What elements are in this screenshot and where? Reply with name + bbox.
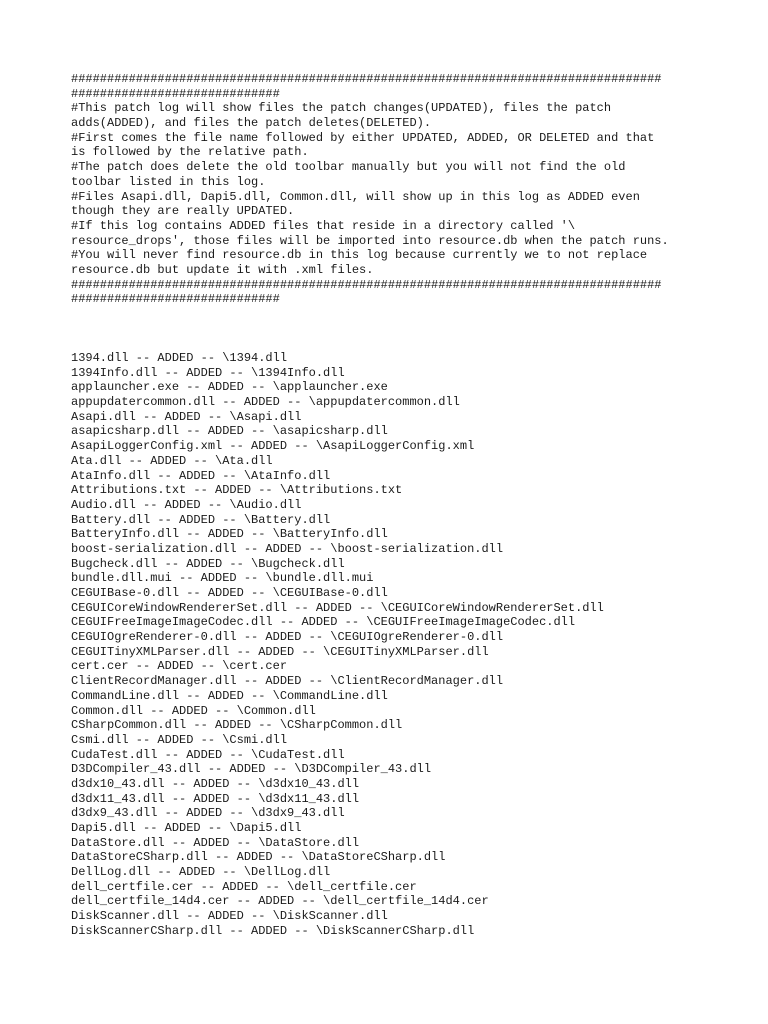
header-line: resource.db but update it with .xml files. bbox=[71, 262, 374, 277]
file-entry: Attributions.txt -- ADDED -- \Attributions.txt bbox=[71, 483, 403, 498]
file-entry: dell_certfile_14d4.cer -- ADDED -- \dell_certfile_14d4.cer bbox=[71, 894, 489, 909]
header-line: is followed by the relative path. bbox=[71, 145, 309, 160]
file-entry: d3dx10_43.dll -- ADDED -- \d3dx10_43.dll bbox=[71, 776, 360, 791]
file-entry: CEGUIBase-0.dll -- ADDED -- \CEGUIBase-0.dll bbox=[71, 586, 388, 600]
header-line: #You will never find resource.db in this log because currently we to not replace bbox=[71, 248, 648, 263]
file-entry: Battery.dll -- ADDED -- \Battery.dll bbox=[71, 512, 331, 527]
file-entry: D3DCompiler_43.dll -- ADDED -- \D3DCompiler_43.dll bbox=[71, 762, 432, 777]
file-entry: Audio.dll -- ADDED -- \Audio.dll bbox=[71, 497, 302, 512]
header-line: though they are really UPDATED. bbox=[71, 204, 295, 219]
header-block bbox=[71, 72, 711, 307]
file-entry: AsapiLoggerConfig.xml -- ADDED -- \AsapiLoggerConfig.xml bbox=[71, 439, 475, 454]
file-entry: Ata.dll -- ADDED -- \Ata.dll bbox=[71, 453, 273, 468]
file-entry: CudaTest.dll -- ADDED -- \CudaTest.dll bbox=[71, 747, 345, 762]
header-line: #First comes the file name followed by either UPDATED, ADDED, OR DELETED and that bbox=[71, 130, 655, 145]
file-entry: DellLog.dll -- ADDED -- \DellLog.dll bbox=[71, 865, 331, 880]
header-line: toolbar listed in this log. bbox=[71, 174, 266, 189]
file-entry: BatteryInfo.dll -- ADDED -- \BatteryInfo.dll bbox=[71, 527, 388, 542]
file-entry: CSharpCommon.dll -- ADDED -- \CSharpCommon.dll bbox=[71, 718, 403, 733]
header-line: adds(ADDED), and files the patch deletes(DELETED). bbox=[71, 116, 432, 131]
file-entry: Dapi5.dll -- ADDED -- \Dapi5.dll bbox=[71, 821, 302, 835]
file-entry: CEGUIOgreRenderer-0.dll -- ADDED -- \CEGUIOgreRenderer-0.dll bbox=[71, 630, 504, 645]
header-line: #Files Asapi.dll, Dapi5.dll, Common.dll, will show up in this log as ADDED even bbox=[71, 189, 640, 204]
file-entry: 1394Info.dll -- ADDED -- \1394Info.dll bbox=[71, 365, 345, 380]
header-line: ################################################################################## bbox=[71, 72, 662, 86]
file-entry: asapicsharp.dll -- ADDED -- \asapicsharp.dll bbox=[71, 424, 388, 439]
file-entry: DataStoreCSharp.dll -- ADDED -- \DataStoreCSharp.dll bbox=[71, 850, 446, 865]
file-entry: CEGUIFreeImageImageCodec.dll -- ADDED -- \CEGUIFreeImageImageCodec.dll bbox=[71, 615, 576, 630]
header-line: #The patch does delete the old toolbar manually but you will not find the old bbox=[71, 160, 626, 175]
section-gap bbox=[71, 307, 711, 351]
header-line: ################################################################################## bbox=[71, 277, 662, 292]
file-entry: Asapi.dll -- ADDED -- \Asapi.dll bbox=[71, 409, 302, 424]
patch-log-text bbox=[71, 72, 711, 939]
file-entry: Bugcheck.dll -- ADDED -- \Bugcheck.dll bbox=[71, 556, 345, 571]
file-entry: DiskScanner.dll -- ADDED -- \DiskScanner.dll bbox=[71, 909, 388, 924]
file-entry: CEGUITinyXMLParser.dll -- ADDED -- \CEGUITinyXMLParser.dll bbox=[71, 644, 489, 659]
header-line: ############################# bbox=[71, 86, 280, 101]
file-entry: dell_certfile.cer -- ADDED -- \dell_certfile.cer bbox=[71, 879, 417, 894]
file-entry: boost-serialization.dll -- ADDED -- \boost-serialization.dll bbox=[71, 541, 504, 556]
header-line: #This patch log will show files the patch changes(UPDATED), files the patch bbox=[71, 101, 612, 116]
file-entry: d3dx11_43.dll -- ADDED -- \d3dx11_43.dll bbox=[71, 791, 360, 806]
file-entry: DataStore.dll -- ADDED -- \DataStore.dll bbox=[71, 835, 360, 850]
file-entry: ClientRecordManager.dll -- ADDED -- \ClientRecordManager.dll bbox=[71, 674, 504, 689]
entries-list bbox=[71, 351, 711, 939]
file-entry: CommandLine.dll -- ADDED -- \CommandLine.dll bbox=[71, 688, 388, 703]
file-entry: DiskScannerCSharp.dll -- ADDED -- \DiskScannerCSharp.dll bbox=[71, 923, 475, 938]
header-line: #If this log contains ADDED files that reside in a directory called '\ bbox=[71, 218, 576, 233]
file-entry: CEGUICoreWindowRendererSet.dll -- ADDED -- \CEGUICoreWindowRendererSet.dll bbox=[71, 600, 604, 615]
file-entry: Common.dll -- ADDED -- \Common.dll bbox=[71, 703, 316, 718]
file-entry: cert.cer -- ADDED -- \cert.cer bbox=[71, 659, 288, 674]
file-entry: Csmi.dll -- ADDED -- \Csmi.dll bbox=[71, 732, 288, 747]
file-entry: 1394.dll -- ADDED -- \1394.dll bbox=[71, 351, 288, 365]
file-entry: AtaInfo.dll -- ADDED -- \AtaInfo.dll bbox=[71, 468, 331, 483]
file-entry: d3dx9_43.dll -- ADDED -- \d3dx9_43.dll bbox=[71, 806, 345, 821]
file-entry: applauncher.exe -- ADDED -- \applauncher.exe bbox=[71, 380, 388, 395]
file-entry: bundle.dll.mui -- ADDED -- \bundle.dll.mui bbox=[71, 571, 374, 586]
header-line: ############################# bbox=[71, 292, 280, 307]
file-entry: appupdatercommon.dll -- ADDED -- \appupdatercommon.dll bbox=[71, 395, 460, 410]
header-line: resource_drops', those files will be imported into resource.db when the patch runs. bbox=[71, 233, 669, 248]
